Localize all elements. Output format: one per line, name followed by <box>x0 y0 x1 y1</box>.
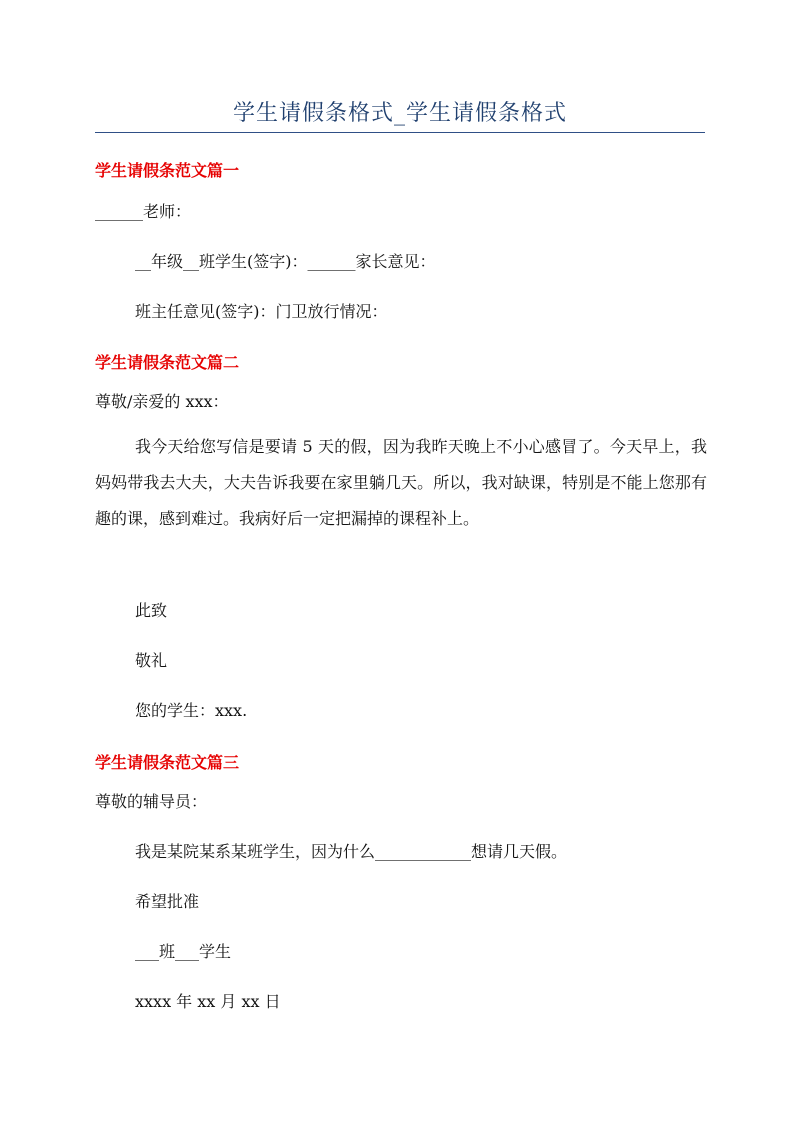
section2-body: 我今天给您写信是要请 5 天的假，因为我昨天晚上不小心感冒了。今天早上，我妈妈带我去大夫，大夫告诉我要在家里躺几天。所以，我对缺课，特别是不能上您那有趣的课，感到难过。我病好后一定把漏掉的课程补上。 <box>95 437 707 528</box>
section3-date: xxxx 年 xx 月 xx 日 <box>135 992 281 1011</box>
document-title: 学生请假条格式_学生请假条格式 <box>232 101 567 126</box>
section2-heading: 学生请假条范文篇二 <box>95 353 240 372</box>
section3-salutation: 尊敬的辅导员： <box>95 792 208 811</box>
section1-heading: 学生请假条范文篇一 <box>95 161 240 180</box>
title-underline <box>95 132 705 133</box>
section2-salutation: 尊敬/亲爱的 xxx： <box>95 392 229 411</box>
section3-heading: 学生请假条范文篇三 <box>95 753 240 772</box>
section3-signature: ___班___学生 <box>135 942 232 961</box>
section2-closing-cizhi: 此致 <box>135 601 168 620</box>
section3-request: 希望批准 <box>135 892 200 911</box>
section1-line-teacher: ______老师： <box>95 202 192 221</box>
section1-line-approval: 班主任意见(签字)：门卫放行情况： <box>135 302 388 321</box>
section2-closing-jingli: 敬礼 <box>135 651 168 670</box>
section2-signature: 您的学生：xxx. <box>135 701 248 720</box>
section3-body: 我是某院某系某班学生，因为什么____________想请几天假。 <box>135 842 568 861</box>
section1-line-student: __年级__班学生(签字)：______家长意见： <box>135 252 436 271</box>
